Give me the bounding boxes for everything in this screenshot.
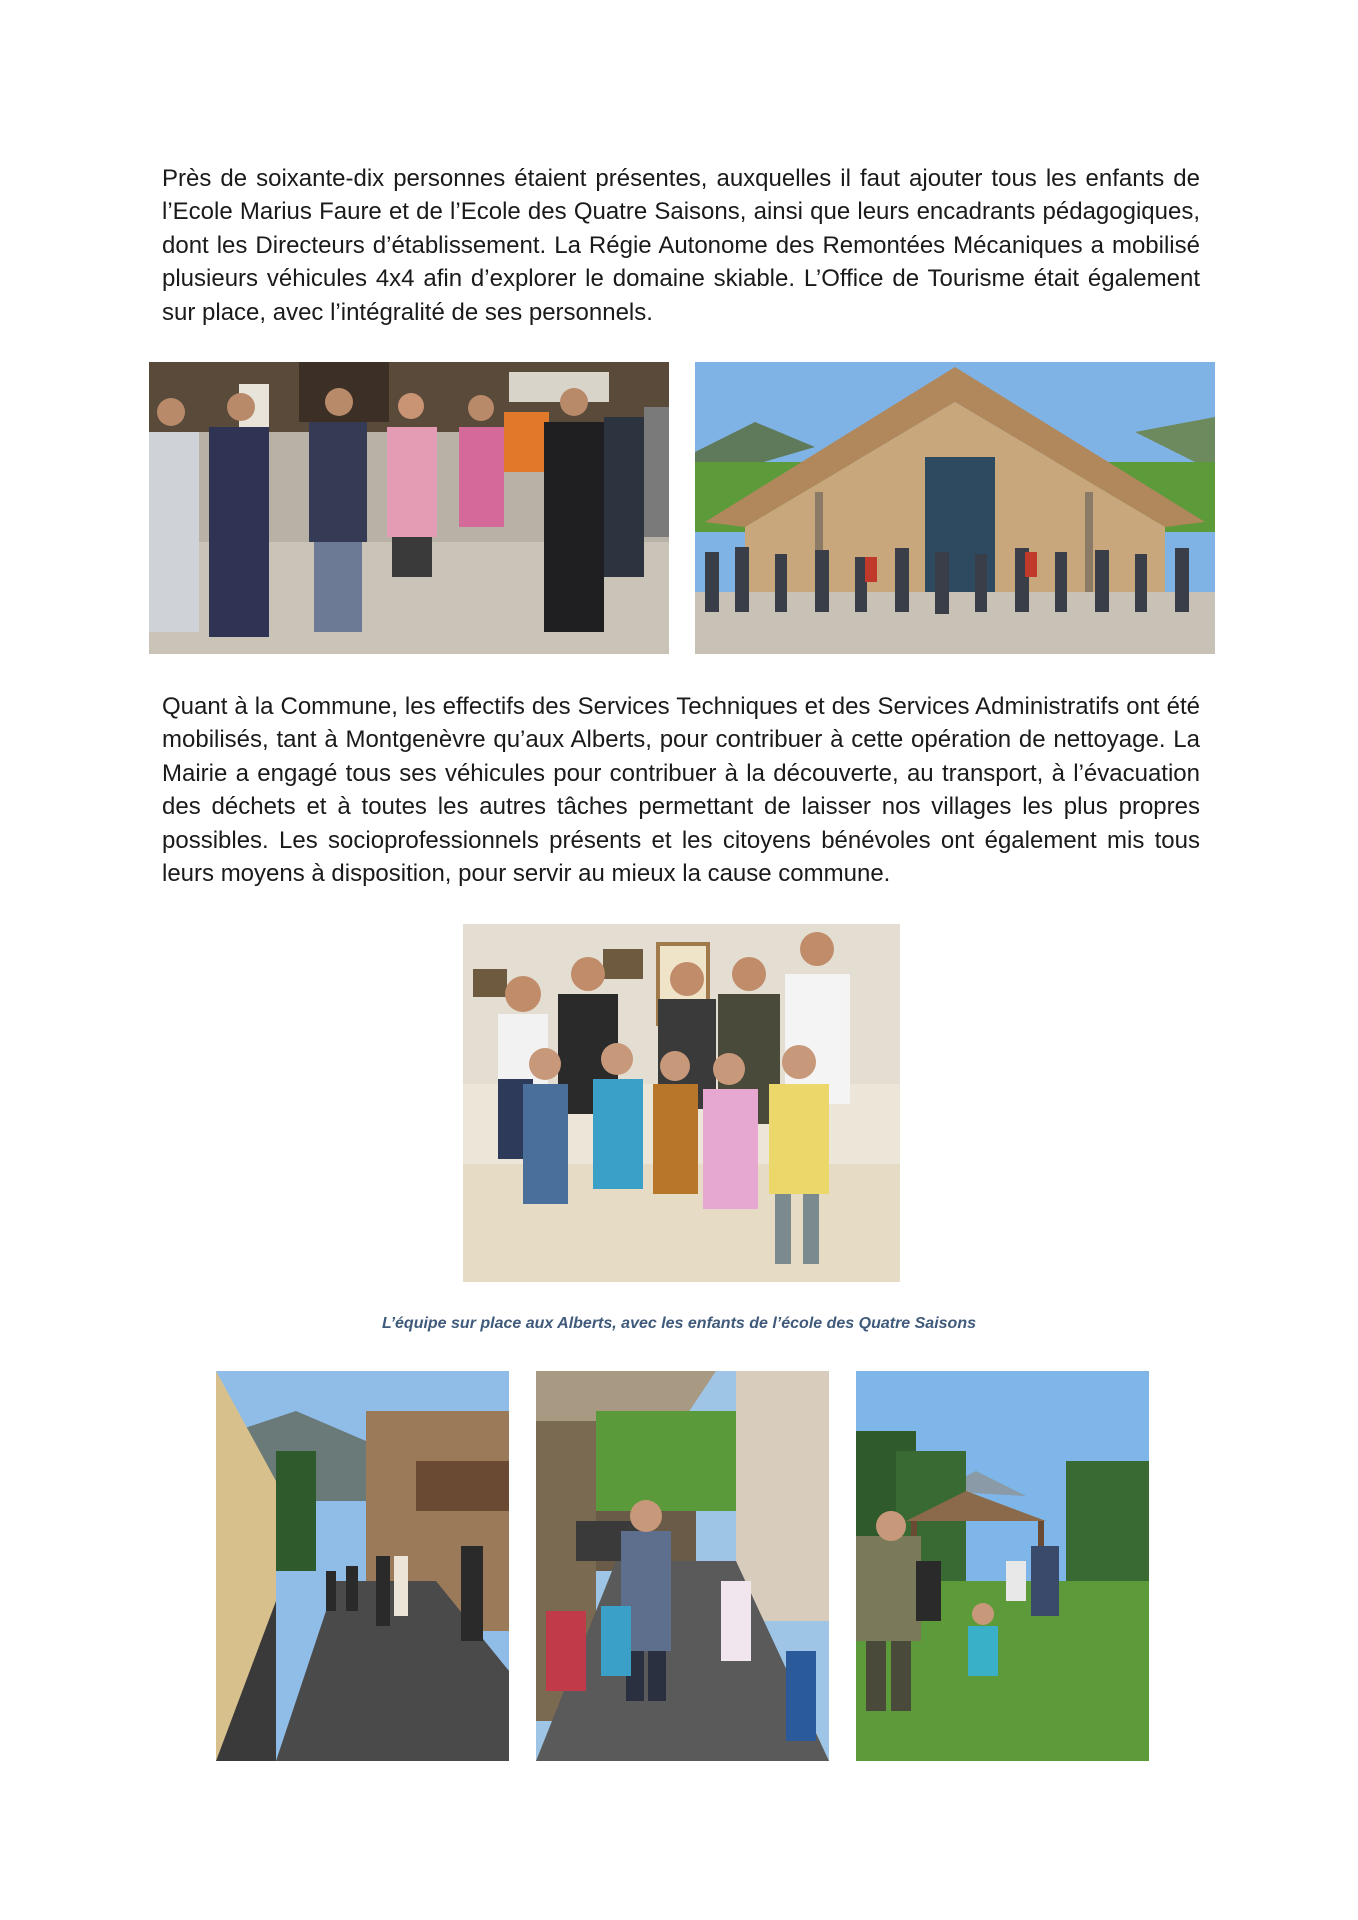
photo-ski-station-crowd bbox=[695, 362, 1215, 654]
photo-village-street bbox=[216, 1371, 509, 1761]
photo-caption: L’équipe sur place aux Alberts, avec les enfants de l’école des Quatre Saisons bbox=[381, 1315, 976, 1332]
paragraph-commune: Quant à la Commune, les effectifs des Services Techniques et des Services Administratifs ont été mobilisés, tant à Montgenèvre qu’aux Alberts, pour contribuer à cette opération de nettoyage. La Mairie a engagé tous ses véhicules pour contribuer à la découverte, au transport, à l’évacuation des déchets et à toutes les autres tâches permettant de laisser nos villages les plus propres possibles. Les socioprofessionnels présents et les citoyens bénévoles ont également mis tous leurs moyens à disposition, pour servir au mieux la cause commune. bbox=[162, 693, 1200, 888]
paragraph-participants: Près de soixante-dix personnes étaient présentes, auxquelles il faut ajouter tous les enfants de l’Ecole Marius Faure et de l’Ecole des Quatre Saisons, ainsi que leurs encadrants pédagogiques, dont les Directeurs d’établissement. La Régie Autonome des Remontées Mécaniques a mobilisé plusieurs véhicules 4x4 afin d’explorer le domaine skiable. L’Office de Tourisme était également sur place, avec l’intégralité de ses personnels. bbox=[162, 165, 1200, 326]
photo-volunteers-group bbox=[149, 362, 669, 654]
photo-alley-cleanup bbox=[536, 1371, 829, 1761]
photo-park-gazebo bbox=[856, 1371, 1149, 1761]
photo-children-indoor bbox=[463, 924, 900, 1282]
